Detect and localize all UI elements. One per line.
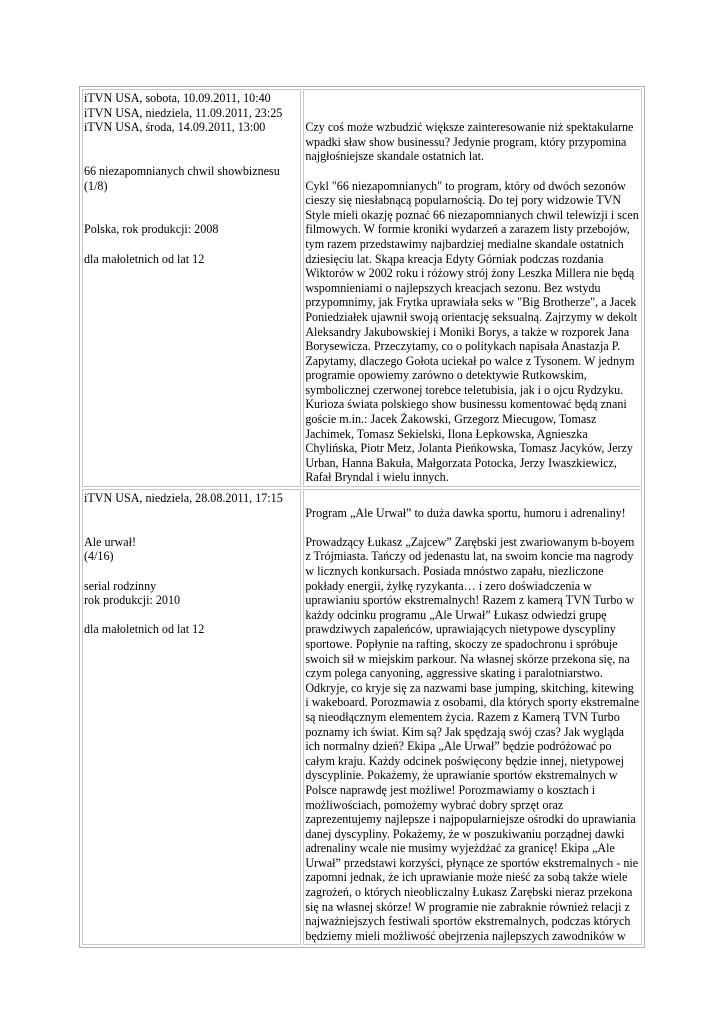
- program-row: [82, 89, 642, 487]
- program-lead: Program „Ale Urwał” to duża dawka sportu, humoru i adrenaliny!: [305, 505, 626, 520]
- program-meta-cell: [82, 489, 301, 945]
- age-rating: dla małoletnich od lat 12: [84, 251, 205, 266]
- program-schedule-table: [79, 86, 645, 948]
- program-description-cell: [303, 89, 642, 487]
- age-rating: dla małoletnich od lat 12: [84, 622, 205, 637]
- broadcast-time: iTVN USA, środa, 14.09.2011, 13:00: [84, 120, 266, 135]
- broadcast-time: iTVN USA, sobota, 10.09.2011, 10:40: [84, 91, 271, 105]
- broadcast-time: iTVN USA, niedziela, 11.09.2011, 23:25: [84, 105, 283, 120]
- program-title: 66 niezapomnianych chwil showbiznesu (1/8): [84, 163, 280, 193]
- program-row: [82, 489, 642, 945]
- program-info: Polska, rok produkcji: 2008: [84, 222, 219, 237]
- program-meta-cell: [82, 89, 301, 487]
- broadcast-time: iTVN USA, niedziela, 28.08.2011, 17:15: [84, 491, 283, 506]
- program-description: Cykl "66 niezapomnianych" to program, który od dwóch sezonów cieszy się niesłabnącą popularnością. Do tej pory widzowie TVN Style mieli okazję poznać 66 niezapomnianych chwil telewizji i scen filmowych. W formie kroniki wydarzeń a zarazem listy przebojów, tym razem przedstawimy najbardziej medialne skandale ostatnich dziesięciu lat. Skąpa kreacja Edyty Górniak podczas rozdania Wiktorów w 2002 roku i różowy strój żony Leszka Millera nie będą wspomnieniami o najlepszych kreacjach sezonu. Bez wstydu przypomnimy, jak Frytka uprawiała seks w "Big Brotherze", a Jacek Poniedziałek ujawnił swoją orientację seksualną. Zajrzymy w dekolt Aleksandry Jakubowskiej i Moniki Borys, a także w rozporek Jana Borysewicza. Przeczytamy, co o politykach napisała Anastazja P. Zapytamy, dlaczego Gołota uciekał po walce z Tysonem. W jednym programie opowiemy zarówno o detektywie Rutkowskim, symbolicznej czerwonej torebce teletubisia, jak i o ojcu Rydzyku. Kurioza świata polskiego show businessu komentować będą znani goście m.in.: Jacek Żakowski, Grzegorz Miecugow, Tomasz Jachimek, Tomasz Sekielski, Ilona Łepkowska, Agnieszka Chylińska, Piotr Metz, Jolanta Pieńkowska, Tomasz Jacyków, Jerzy Urban, Hanna Bakuła, Małgorzata Potocka, Jerzy Iwaszkiewicz, Rafał Bryndal i wielu innych.: [305, 178, 639, 485]
- program-lead: Czy coś może wzbudzić większe zainteresowanie niż spektakularne wpadki sław show businessu? Jedynie program, który przypomina najgłośniejsze skandale ostatnich lat.: [305, 120, 634, 164]
- program-description: Prowadzący Łukasz „Zajcew” Zarębski jest zwariowanym b-boyem z Trójmiasta. Tańczy od jedenastu lat, na swoim koncie ma nagrody w licznych konkursach. Posiada mnóstwo zapału, niezliczone pokłady energii, żyłkę ryzykanta… i zero doświadczenia w uprawianiu sportów ekstremalnych! Razem z kamerą TVN Turbo w każdy odcinku programu „Ale Urwał” Łukasz odwiedzi grupę prawdziwych zapaleńców, uprawiających nietypowe dyscypliny sportowe. Popłynie na rafting, skoczy ze spadochronu i spróbuje swoich sił w miejskim parkour. Na własnej skórze przekona się, na czym polega canyoning, aggressive skating i paralotniarstwo. Odkryje, co kryje się za nazwami base jumping, skitching, kitewing i wakeboard. Porozmawia z osobami, dla których sporty ekstremalne są nieodłącznym elementem życia. Razem z Kamerą TVN Turbo poznamy ich świat. Kim są? Jak spędzają swój czas? Jak wygląda ich normalny dzień? Ekipa „Ale Urwał” będzie podróżować po całym kraju. Każdy odcinek poświęcony będzie innej, nietypowej dyscyplinie. Pokażemy, że uprawianie sportów ekstremalnych w Polsce naprawdę jest możliwe! Porozmawiamy o kosztach i możliwościach, pomożemy wybrać dobry sprzęt oraz zaprezentujemy najlepsze i najpopularniejsze ośrodki do uprawiania danej dyscypliny. Pokażemy, że w poszukiwaniu porządnej dawki adrenaliny wcale nie musimy wyjeżdżać za granicę! Ekipa „Ale Urwał” przedstawi korzyści, płynące ze sportów ekstremalnych - nie zapomni jednak, że ich uprawianie może nieść za sobą także wiele zagrożeń, o których nieobliczalny Łukasz Zarębski nieraz przekona się na własnej skórze! W programie nie zabraknie również relacji z najważniejszych festiwali sportów ekstremalnych, podczas których będziemy mieli możliwość obejrzenia najlepszych zawodników w: [305, 534, 640, 943]
- program-info: serial rodzinny rok produkcji: 2010: [84, 578, 181, 608]
- program-description-cell: [303, 489, 642, 945]
- program-title: Ale urwał! (4/16): [84, 534, 137, 564]
